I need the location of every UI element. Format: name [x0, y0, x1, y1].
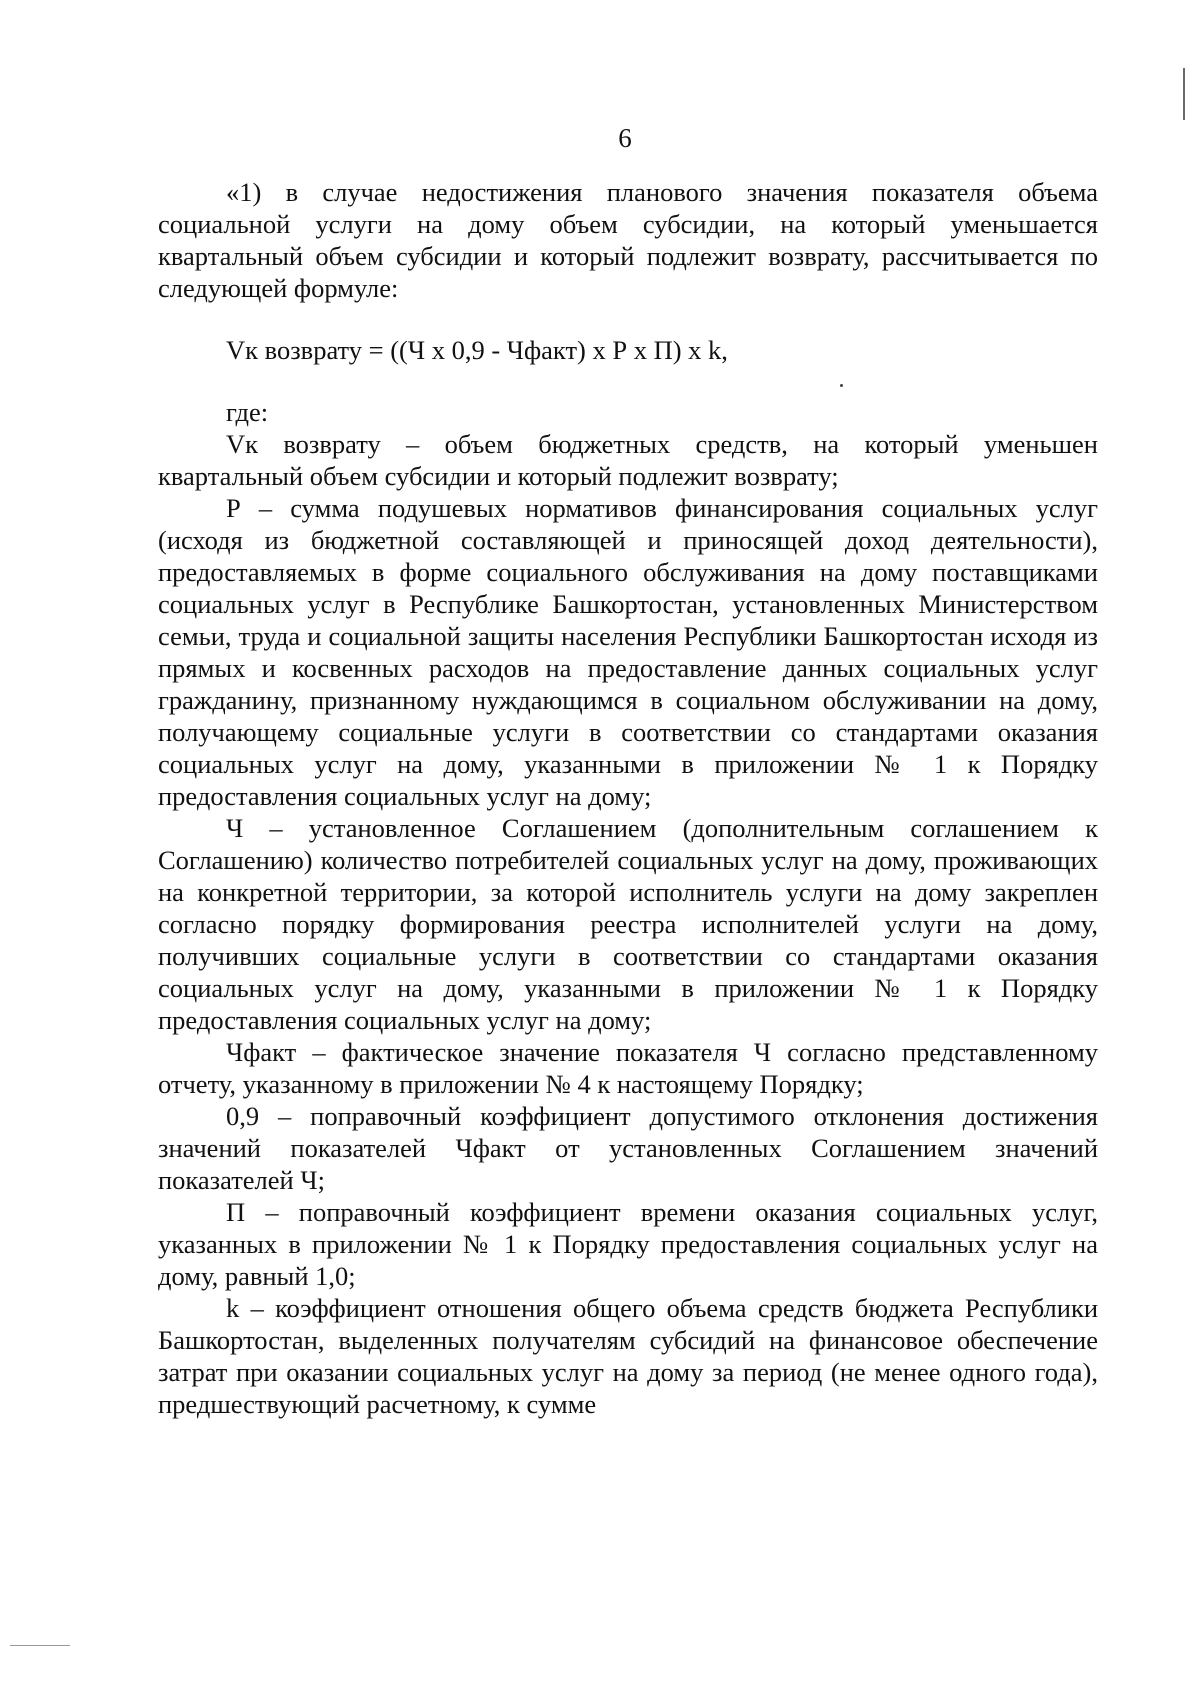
formula: Vк возврату = ((Ч х 0,9 - Чфакт) х Р х П) х k,: [226, 335, 728, 365]
definition-coefficient-09: 0,9 – поправочный коэффициент допустимого отклонения достижения значений показателей Чфакт от установленных Соглашением значений показателей Ч;: [158, 1101, 1098, 1195]
definition-p-sum: Р – сумма подушевых нормативов финансирования социальных услуг (исходя из бюджетной составляющей и приносящей доход деятельности), предоставляемых в форме социального обслуживания на дому поставщиками социальных услуг в Республике Башкортостан, установленных Министерством семьи, труда и социальной защиты населения Республики Башкортостан исходя из прямых и косвенных расходов на предоставление данных социальных услуг гражданину, признанному нуждающимся в социальном обслуживании на дому, получающему социальные услуги в соответствии со стандартами оказания социальных услуг на дому, указанными в приложении № 1 к Порядку предоставления социальных услуг на дому;: [158, 493, 1098, 811]
definition-p-time: П – поправочный коэффициент времени оказания социальных услуг, указанных в приложении № 1 к Порядку предоставления социальных услуг на дому, равный 1,0;: [158, 1197, 1098, 1291]
definition-vk: Vк возврату – объем бюджетных средств, на который уменьшен квартальный объем субсидии и который подлежит возврату;: [158, 429, 1098, 491]
definition-ch: Ч – установленное Соглашением (дополнительным соглашением к Соглашению) количество потребителей социальных услуг на дому, проживающих на конкретной территории, за которой исполнитель услуги на дому закреплен согласно порядку формирования реестра исполнителей услуги на дому, получивших социальные услуги в соответствии со стандартами оказания социальных услуг на дому, указанными в приложении № 1 к Порядку предоставления социальных услуг на дому;: [158, 813, 1098, 1035]
where-label: где:: [226, 397, 269, 427]
scan-edge-mark: [1183, 68, 1185, 120]
intro-paragraph: «1) в случае недостижения планового значения показателя объема социальной услуги на дому объем субсидии, на который уменьшается квартальный объем субсидии и который подлежит возврату, рассчитывается по следующей формуле:: [158, 177, 1098, 303]
scan-bottom-mark: [10, 1645, 70, 1646]
definition-chfakt: Чфакт – фактическое значение показателя Ч согласно представленному отчету, указанному в приложении № 4 к настоящему Порядку;: [158, 1037, 1098, 1099]
definition-k: k – коэффициент отношения общего объема средств бюджета Республики Башкортостан, выделенных получателям субсидий на финансовое обеспечение затрат при оказании социальных услуг на дому за период (не менее одного года), предшествующий расчетному, к сумме: [158, 1293, 1098, 1419]
document-body: [158, 176, 1098, 1420]
page-number: 6: [618, 123, 632, 153]
